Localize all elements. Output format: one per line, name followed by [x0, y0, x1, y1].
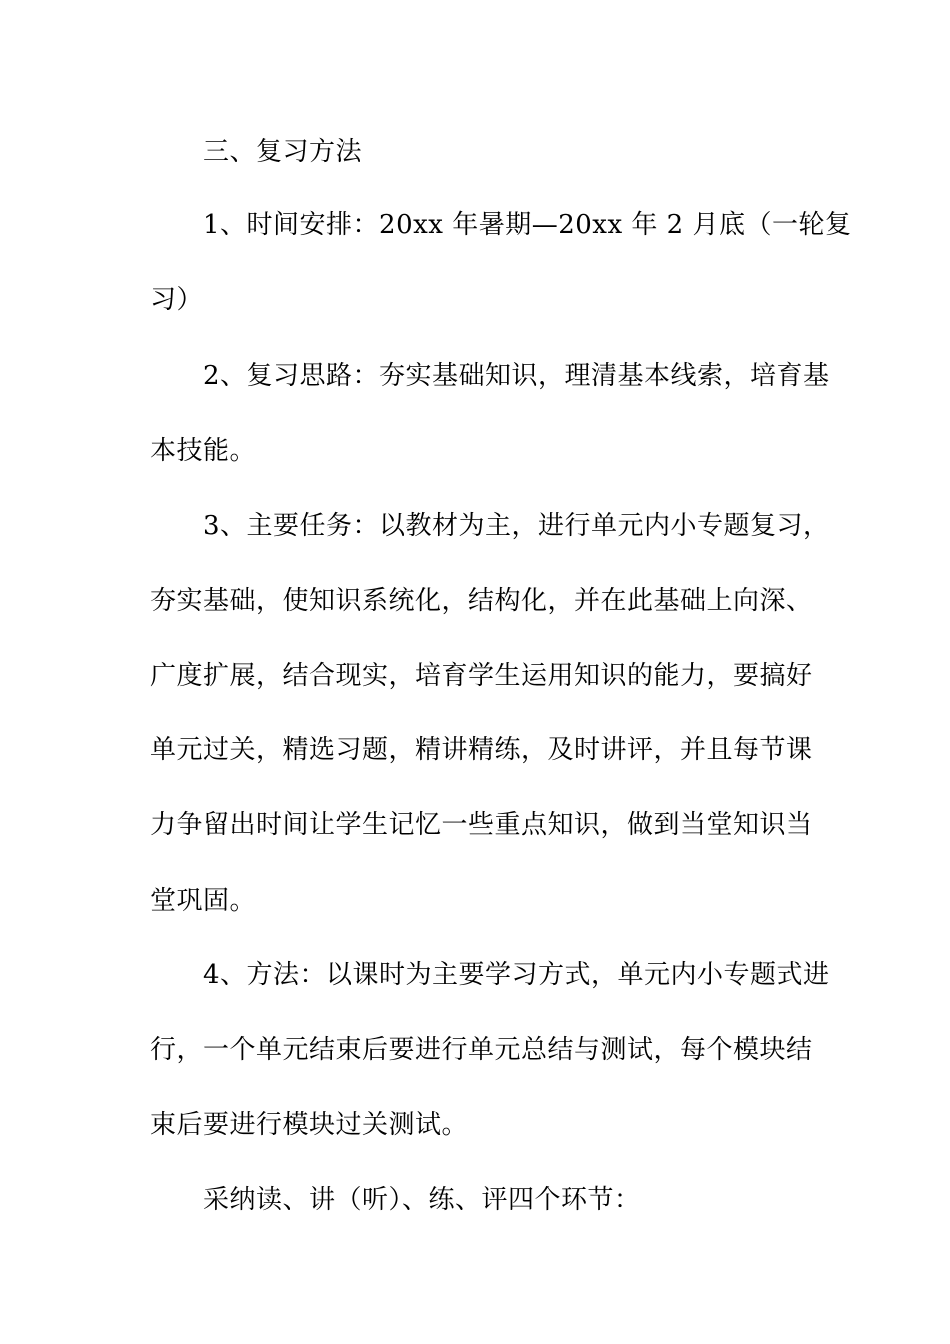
paragraph-line: 采纳读、讲（听）、练、评四个环节：: [203, 1185, 641, 1215]
paragraph-line: 1、时间安排：20xx 年暑期—20xx 年 2 月底（一轮复: [203, 210, 852, 240]
section-heading: 三、复习方法: [203, 137, 363, 167]
paragraph-line: 3、主要任务：以教材为主，进行单元内小专题复习，: [203, 511, 830, 541]
paragraph-line: 力争留出时间让学生记忆一些重点知识，做到当堂知识当: [150, 810, 813, 840]
paragraph-line: 2、复习思路：夯实基础知识，理清基本线索，培育基: [203, 361, 830, 391]
paragraph-line: 单元过关，精选习题，精讲精练，及时讲评，并且每节课: [150, 735, 813, 765]
paragraph-line: 行，一个单元结束后要进行单元总结与测试，每个模块结: [150, 1035, 813, 1065]
paragraph-line: 堂巩固。: [150, 886, 257, 916]
paragraph-line: 4、方法：以课时为主要学习方式，单元内小专题式进: [203, 960, 830, 990]
paragraph-line: 广度扩展，结合现实，培育学生运用知识的能力，要搞好: [150, 661, 813, 691]
paragraph-line: 束后要进行模块过关测试。: [150, 1110, 469, 1140]
paragraph-line: 本技能。: [150, 436, 257, 466]
paragraph-line: 夯实基础，使知识系统化，结构化，并在此基础上向深、: [150, 586, 813, 616]
paragraph-line: 习）: [150, 285, 204, 315]
